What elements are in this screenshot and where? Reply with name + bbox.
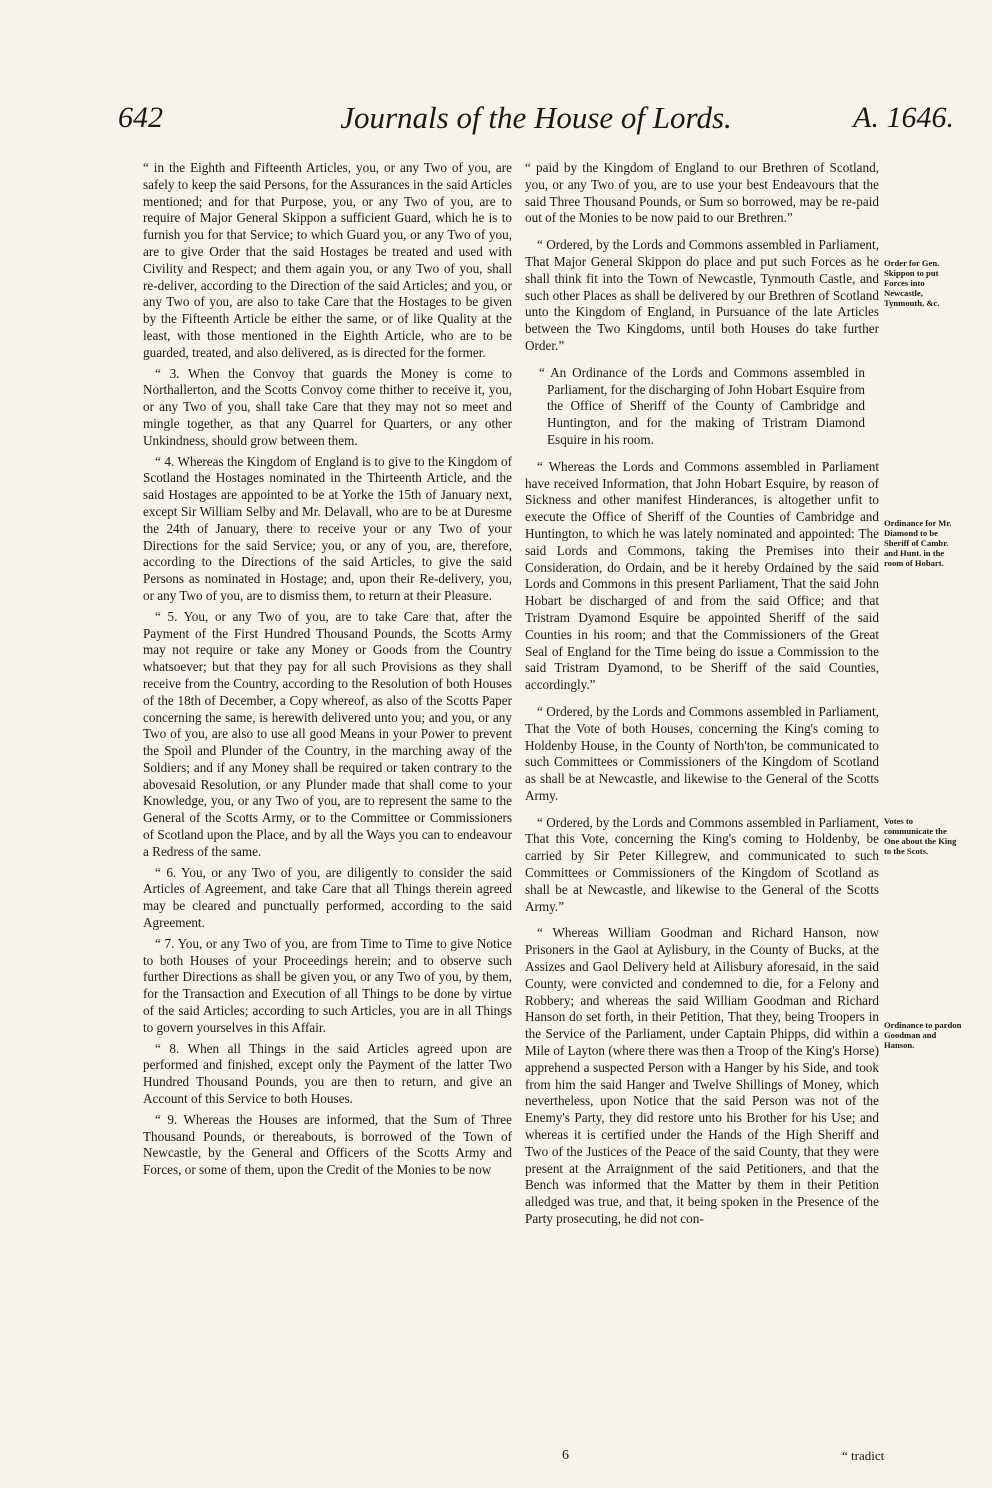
- paragraph: “ 9. Whereas the Houses are informed, that the Sum of Three Thousand Pounds, or thereabouts, is borrowed of the Town of Newcastle, by the General and Officers of the Scotts Army and Forces, or some of them, upon the Credit of the Monies to be now: [143, 1111, 512, 1178]
- ordinance-paragraph: “ Whereas the Lords and Commons assembled in Parliament have received Information, that John Hobart Esquire, by reason of Sickness and other manifest Hinderances, is altogether unfit to execute the Office of Sheriff of the Counties of Cambridge and Huntington, to which he was lately nominated and appointed: The said Lords and Commons, taking the Premises into their Consideration, do Ordain, and be it hereby Ordained by the said Lords and Commons in this present Parliament, That the said John Hobart be discharged of and from the said Office; and that Tristram Dyamond Esquire be appointed Sheriff of the said Counties in his room; and that the Commissioners of the Great Seal of England for the Time being do issue a Commission to the said Tristram Dyamond, to be Sheriff of the said Counties, accordingly.”: [525, 458, 879, 693]
- ordinance-paragraph: “ Whereas William Goodman and Richard Hanson, now Prisoners in the Gaol at Aylisbury, in the County of Bucks, at the Assizes and Gaol Delivery held at Ailisbury aforesaid, in the said County, were convicted and condemned to die, for a Felony and Robbery; and whereas the said William Goodman and Richard Hanson do set forth, in their Petition, That they, being Troopers in the Service of the Parliament, under Captain Phipps, did within a Mile of Layton (where there was then a Troop of the King's Horse) apprehend a suspected Person with a Hanger by his Side, and took from him the said Hanger and Twelve Shillings of Money, which nevertheless, upon Notice that the said Person was not of the Enemy's Party, they did restore unto his Brother for his Use; and whereas it is certified under the Hands of the High Sheriff and Two of the Justices of the Peace of the said County, that they were present at the Arraignment of the said Petitioners, and that the Bench was informed that the Matter by them in their Petition alledged was true, and that, it being spoken in the Presence of the Party prosecuting, he did not con-: [525, 925, 879, 1227]
- signature-mark: 6: [562, 1448, 569, 1463]
- page-number: 642: [118, 101, 163, 134]
- paragraph: “ 6. You, or any Two of you, are diligently to consider the said Articles of Agreement, and take Care that all Things therein agreed may be cleared and punctually performed, according to the said Agreement.: [143, 864, 512, 931]
- left-column: [143, 160, 512, 1183]
- margin-note: Ordinance for Mr. Diamond to be Sheriff of Cambr. and Hunt. in the room of Hobart.: [884, 518, 952, 568]
- paragraph: “ 8. When all Things in the said Articles agreed upon are performed and finished, except only the Payment of the latter Two Hundred Thousand Pounds, you are then to return, and give an Account of this Service to both Houses.: [143, 1040, 512, 1107]
- paragraph: “ 4. Whereas the Kingdom of England is to give to the Kingdom of Scotland the Hostages nominated in the Thirteenth Article, and the said Hostages are appointed to be at Yorke the 15th of January next, except Sir William Selby and Mr. Delavall, who are to be at Duresme the 24th of January, there to receive your or any Two of your Directions for the said Service; you, or any of you, are, therefore, according to the Directions of the said Articles, to give the said Persons as nominated in Hostage; and, upon their Re-delivery, you, or any Two of you, are to dismiss them, to return at their Pleasure.: [143, 453, 512, 603]
- right-column: [525, 160, 879, 1232]
- running-title: Journals of the House of Lords.: [340, 100, 732, 135]
- margin-note: Order for Gen. Skippon to put Forces into Newcastle, Tynmouth, &c.: [884, 258, 940, 308]
- year-label: A. 1646.: [853, 101, 954, 134]
- margin-note: Ordinance to pardon Goodman and Hanson.: [884, 1020, 962, 1050]
- margin-note: Votes to communicate the One about the King to the Scots.: [884, 816, 957, 856]
- paragraph: “ 3. When the Convoy that guards the Money is come to Northallerton, and the Scotts Convoy come thither to receive it, you, or any Two of you, shall take Care that they may not so meet and mingle together, as that any Quarrel for Quarters, or any other Unkindness, should grow between them.: [143, 365, 512, 448]
- page-header: [118, 98, 954, 146]
- paragraph: “ 7. You, or any Two of you, are from Time to Time to give Notice to both Houses of your Proceedings herein; and to observe such further Directions as shall be given you, or any Two of you, by them, for the Transaction and Execution of all Things to be done by virtue of the said Articles; according to such Articles, you are in all Things to govern yourselves in this Affair.: [143, 935, 512, 1035]
- order-paragraph: “ Ordered, by the Lords and Commons assembled in Parliament, That this Vote, concerning the King's coming to Holdenby, be carried by Sir Peter Killegrew, and communicated to such Committees or Commissioners of the Kingdom of Scotland as shall be at Newcastle, and likewise to the General of the Scotts Army.”: [525, 814, 879, 914]
- paragraph: “ paid by the Kingdom of England to our Brethren of Scotland, you, or any Two of you, are to use your best Endeavours that the said Three Thousand Pounds, or Sum so borrowed, may be re-paid out of the Monies to be now paid to our Brethren.”: [525, 160, 879, 226]
- paragraph: “ in the Eighth and Fifteenth Articles, you, or any Two of you, are safely to keep the said Persons, for the Assurances in the said Articles mentioned; and for that Purpose, you, or any Two of you, are to require of Major General Skippon a sufficient Guard, which he is to furnish you for that Service; to which Guard you, or any Two of you, are to give Order that the said Hostages be treated and used with Civility and Respect; and them again you, or any Two of you, shall re-deliver, according to the Direction of the said Articles; and you, or any Two of you, are also to take Care that the Hostages to be given by the Fifteenth Article be either the same, or of like Quality at the least, with those mentioned in the Eighth Article, who are to be guarded, treated, and also delivered, as is directed for the former.: [143, 160, 512, 360]
- order-paragraph: “ Ordered, by the Lords and Commons assembled in Parliament, That Major General Skippon do place and put such Forces as he shall think fit into the Town of Newcastle, Tynmouth Castle, and such other Places as shall be delivered by our Brethren of Scotland unto the Kingdom of England, in Pursuance of the late Articles between the Two Kingdoms, until both Houses do take further Order.”: [525, 237, 879, 353]
- paragraph: “ 5. You, or any Two of you, are to take Care that, after the Payment of the First Hundred Thousand Pounds, the Scotts Army may not require or take any Money or Goods from the Country whatsoever; but that they pay for all such Provisions as they shall receive from the Country, according to the Resolution of both Houses of the 18th of December, a Copy whereof, as also of the Scotts Paper concerning the same, is herewith delivered unto you; and you, or any Two of you, are also to use all good Means in your Power to prevent the Spoil and Plunder of the Country, in the marching away of the Soldiers; and if any Money shall be required or taken contrary to the abovesaid Resolution, or any Plunder made that shall come to your Knowledge, you, or any Two of you, are to represent the same to the General of the Scotts Army, or to the Committee or Commissioners of Scotland upon the Place, and by all the Ways you can to endeavour a Redress of the same.: [143, 608, 512, 859]
- ordinance-heading: “ An Ordinance of the Lords and Commons assembled in Parliament, for the discharging of John Hobart Esquire from the Office of Sheriff of the County of Cambridge and Huntington, and for the making of Tristram Diamond Esquire in his room.: [539, 364, 866, 447]
- catchword: “ tradict: [842, 1448, 885, 1463]
- order-paragraph: “ Ordered, by the Lords and Commons assembled in Parliament, That the Vote of both Houses, concerning the King's coming to Holdenby House, in the County of North'ton, be communicated to such Committees or Commissioners of the Kingdom of Scotland as shall be at Newcastle, and likewise to the General of the Scotts Army.: [525, 703, 879, 803]
